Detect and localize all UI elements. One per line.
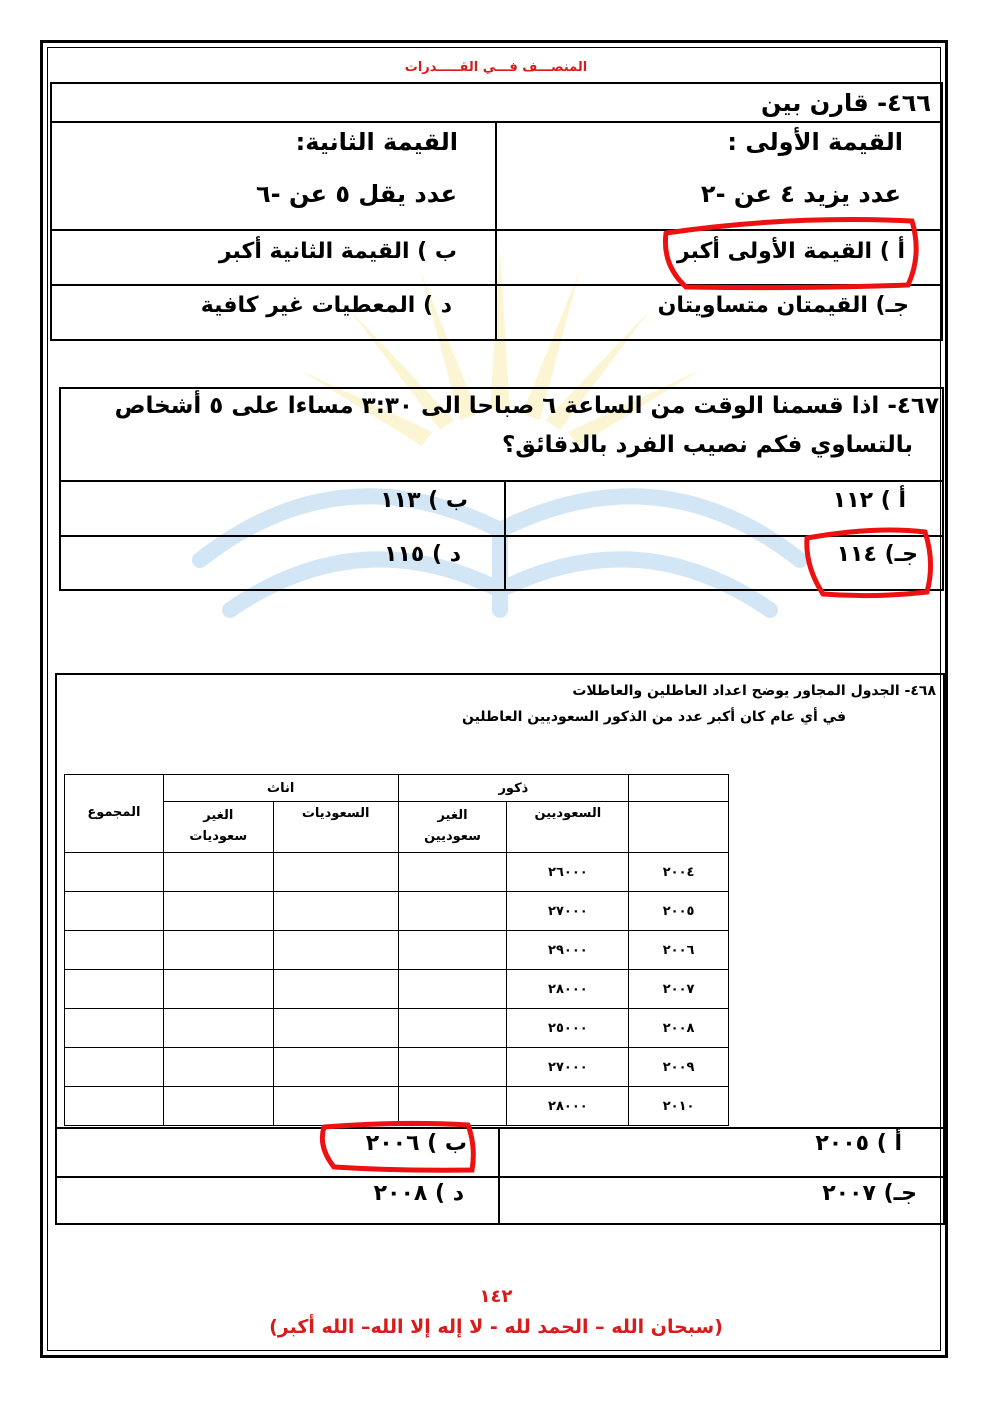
q467-option-a[interactable]: أ ) ١١٢ <box>832 488 906 513</box>
males-header: ذكور <box>398 775 629 802</box>
q466-option-d[interactable]: د ) المعطيات غير كافية <box>200 293 452 318</box>
page-number: ١٤٢ <box>479 1286 513 1307</box>
q468-text-line1: ٤٦٨- الجدول المجاور يوضح اعداد العاطلين والعاطلات <box>572 683 936 699</box>
q467-option-c[interactable]: جـ) ١١٤ <box>836 542 918 567</box>
table-row <box>65 970 729 1009</box>
year-cell: ٢٠٠٥ <box>629 892 729 931</box>
q466-second-label: القيمة الثانية: <box>295 128 458 156</box>
page-footer: (سبحان الله – الحمد لله - لا إله إلا الله– الله أكبر) <box>269 1316 723 1338</box>
saudi-males-cell: ٢٨٠٠٠ <box>507 1087 629 1126</box>
unemployment-table <box>64 774 729 1126</box>
saudi-females-header: السعوديات <box>273 802 398 853</box>
q468-option-d[interactable]: د ) ٢٠٠٨ <box>373 1181 464 1206</box>
q467-option-d[interactable]: د ) ١١٥ <box>384 542 461 567</box>
q466-first-label: القيمة الأولى : <box>727 128 903 156</box>
q468-text-line2: في أي عام كان أكبر عدد من الذكور السعوديين العاطلين <box>461 709 846 725</box>
year-cell: ٢٠٠٧ <box>629 970 729 1009</box>
table-row <box>65 1009 729 1048</box>
q467-option-b[interactable]: ب ) ١١٣ <box>380 488 468 513</box>
saudi-males-cell: ٢٧٠٠٠ <box>507 892 629 931</box>
q466-option-c[interactable]: جـ) القيمتان متساويتان <box>657 293 909 318</box>
q466-first-value: عدد يزيد ٤ عن -٢ <box>700 180 901 208</box>
year-cell: ٢٠٠٦ <box>629 931 729 970</box>
page-header: المنصـــف فـــي القـــــدرات <box>404 60 588 75</box>
q466-second-value: عدد يقل ٥ عن -٦ <box>256 180 457 208</box>
saudi-males-cell: ٢٩٠٠٠ <box>507 931 629 970</box>
year-cell: ٢٠٠٨ <box>629 1009 729 1048</box>
non-saudi-females-header: الغير سعوديات <box>163 802 273 853</box>
saudi-males-cell: ٢٨٠٠٠ <box>507 970 629 1009</box>
q466-title: ٤٦٦- قارن بين <box>760 89 931 117</box>
q468-option-a[interactable]: أ ) ٢٠٠٥ <box>815 1131 902 1156</box>
saudi-males-cell: ٢٧٠٠٠ <box>507 1048 629 1087</box>
non-saudi-males-header: الغير سعوديين <box>398 802 507 853</box>
q467-text-line1: ٤٦٧- اذا قسمنا الوقت من الساعة ٦ صباحا الى ٣:٣٠ مساءا على ٥ أشخاص <box>114 393 939 419</box>
year-cell: ٢٠١٠ <box>629 1087 729 1126</box>
table-row <box>65 1048 729 1087</box>
saudi-males-cell: ٢٥٠٠٠ <box>507 1009 629 1048</box>
table-row <box>65 892 729 931</box>
year-header-empty <box>629 775 729 802</box>
year-subheader-empty <box>629 802 729 853</box>
year-cell: ٢٠٠٩ <box>629 1048 729 1087</box>
year-cell: ٢٠٠٤ <box>629 853 729 892</box>
q466-option-b[interactable]: ب ) القيمة الثانية أكبر <box>218 239 457 264</box>
saudi-males-cell: ٢٦٠٠٠ <box>507 853 629 892</box>
q468-option-b[interactable]: ب ) ٢٠٠٦ <box>365 1131 467 1156</box>
q467-text-line2: بالتساوي فكم نصيب الفرد بالدقائق؟ <box>501 432 913 458</box>
table-row <box>65 853 729 892</box>
females-header: اناث <box>163 775 398 802</box>
table-row <box>65 931 729 970</box>
saudi-males-header: السعوديين <box>507 802 629 853</box>
q468-option-c[interactable]: جـ) ٢٠٠٧ <box>822 1181 917 1206</box>
table-row <box>65 1087 729 1126</box>
q466-option-a[interactable]: أ ) القيمة الأولى أكبر <box>676 239 905 264</box>
total-header: المجموع <box>65 775 164 853</box>
